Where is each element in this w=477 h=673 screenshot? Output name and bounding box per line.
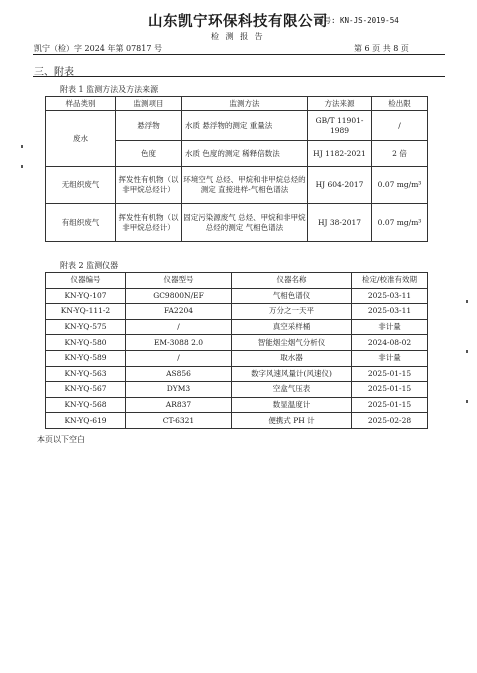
table-row (46, 111, 428, 141)
cell-item: 色度 (116, 141, 182, 167)
method-table (45, 96, 428, 242)
header-monitoring-item: 监测项目 (116, 97, 182, 111)
cell-instrument-name: 取水器 (232, 350, 352, 366)
scan-mark (466, 350, 468, 353)
cell-calibration-validity: 2025-01-15 (352, 382, 428, 398)
cell-item: 挥发性有机物（以非甲烷总烃计） (116, 167, 182, 204)
cell-instrument-name: 便携式 PH 计 (232, 413, 352, 429)
table-row (46, 413, 428, 429)
end-of-page-note: 本页以下空白 (37, 435, 85, 444)
header-calibration-validity: 检定/校准有效期 (352, 273, 428, 289)
header-method-source: 方法来源 (308, 97, 372, 111)
table-row (46, 382, 428, 398)
cell-instrument-model: EM-3088 2.0 (126, 335, 232, 351)
cell-category: 废水 (46, 111, 116, 167)
cell-instrument-id: KN-YQ-111-2 (46, 304, 126, 320)
page-info: 第 6 页 共 8 页 (354, 44, 409, 53)
cell-source: HJ 1182-2021 (308, 141, 372, 167)
company-name: 山东凯宁环保科技有限公司 (148, 13, 328, 30)
table-row (46, 350, 428, 366)
cell-instrument-id: KN-YQ-589 (46, 350, 126, 366)
cell-instrument-id: KN-YQ-107 (46, 288, 126, 304)
table-row (46, 397, 428, 413)
table-row (46, 304, 428, 320)
header-detection-limit: 检出限 (372, 97, 428, 111)
header-instrument-id: 仪器编号 (46, 273, 126, 289)
cell-category: 无组织废气 (46, 167, 116, 204)
cell-source: HJ 38-2017 (308, 204, 372, 242)
cell-category: 有组织废气 (46, 204, 116, 242)
table-row (46, 288, 428, 304)
cell-instrument-model: CT-6321 (126, 413, 232, 429)
cell-instrument-name: 数字风速风量计(风速仪) (232, 366, 352, 382)
cell-instrument-name: 数显温度计 (232, 397, 352, 413)
cell-source: HJ 604-2017 (308, 167, 372, 204)
cell-limit: / (372, 111, 428, 141)
scan-mark (21, 145, 23, 148)
table-row (46, 335, 428, 351)
cell-calibration-validity: 2025-01-15 (352, 366, 428, 382)
cell-instrument-name: 空盒气压表 (232, 382, 352, 398)
section-title: 三、附表 (34, 67, 74, 78)
cell-instrument-model: FA2204 (126, 304, 232, 320)
cell-instrument-model: / (126, 350, 232, 366)
header-monitoring-method: 监测方法 (182, 97, 308, 111)
cell-instrument-model: / (126, 319, 232, 335)
header-instrument-name: 仪器名称 (232, 273, 352, 289)
cell-limit: 2 倍 (372, 141, 428, 167)
document-number: 编号: KN-JS-2019-54 (316, 16, 399, 25)
cell-method: 固定污染源废气 总烃、甲烷和非甲烷总烃的测定 气相色谱法 (182, 204, 308, 242)
scan-mark (466, 400, 468, 403)
table1-header-row (46, 97, 428, 111)
table-row (46, 167, 428, 204)
cell-calibration-validity: 非计量 (352, 350, 428, 366)
cell-item: 挥发性有机物（以非甲烷总烃计） (116, 204, 182, 242)
cell-calibration-validity: 2025-03-11 (352, 288, 428, 304)
cell-method: 环境空气 总烃、甲烷和非甲烷总烃的测定 直接进样-气相色谱法 (182, 167, 308, 204)
cell-instrument-id: KN-YQ-563 (46, 366, 126, 382)
cell-instrument-model: AR837 (126, 397, 232, 413)
cell-source: GB/T 11901-1989 (308, 111, 372, 141)
table-row (46, 366, 428, 382)
section-divider (33, 76, 445, 77)
cell-calibration-validity: 2025-01-15 (352, 397, 428, 413)
cell-calibration-validity: 2025-02-28 (352, 413, 428, 429)
cell-instrument-id: KN-YQ-575 (46, 319, 126, 335)
report-number: 凯宁（检）字 2024 年第 07817 号 (34, 44, 162, 53)
table2-caption: 附表 2 监测仪器 (60, 261, 119, 270)
table2-header-row (46, 273, 428, 289)
header-instrument-model: 仪器型号 (126, 273, 232, 289)
report-subtitle: 检 测 报 告 (211, 32, 265, 41)
scan-mark (466, 300, 468, 303)
header-sample-category: 样品类别 (46, 97, 116, 111)
instrument-table (45, 272, 428, 429)
table-row (46, 319, 428, 335)
cell-instrument-id: KN-YQ-567 (46, 382, 126, 398)
table1-caption: 附表 1 监测方法及方法来源 (60, 85, 159, 94)
cell-method: 水质 色度的测定 稀释倍数法 (182, 141, 308, 167)
cell-instrument-name: 气相色谱仪 (232, 288, 352, 304)
cell-instrument-id: KN-YQ-580 (46, 335, 126, 351)
cell-calibration-validity: 2024-08-02 (352, 335, 428, 351)
cell-instrument-name: 智能烟尘烟气分析仪 (232, 335, 352, 351)
cell-item: 悬浮物 (116, 111, 182, 141)
cell-instrument-model: DYM3 (126, 382, 232, 398)
cell-calibration-validity: 2025-03-11 (352, 304, 428, 320)
table-row (46, 204, 428, 242)
scan-mark (21, 165, 23, 168)
cell-instrument-id: KN-YQ-568 (46, 397, 126, 413)
header-divider (33, 54, 445, 55)
cell-limit: 0.07 mg/m³ (372, 167, 428, 204)
cell-instrument-model: GC9800N/EF (126, 288, 232, 304)
cell-instrument-id: KN-YQ-619 (46, 413, 126, 429)
cell-instrument-name: 万分之一天平 (232, 304, 352, 320)
cell-limit: 0.07 mg/m³ (372, 204, 428, 242)
cell-instrument-model: AS856 (126, 366, 232, 382)
cell-method: 水质 悬浮物的测定 重量法 (182, 111, 308, 141)
cell-instrument-name: 真空采样桶 (232, 319, 352, 335)
cell-calibration-validity: 非计量 (352, 319, 428, 335)
